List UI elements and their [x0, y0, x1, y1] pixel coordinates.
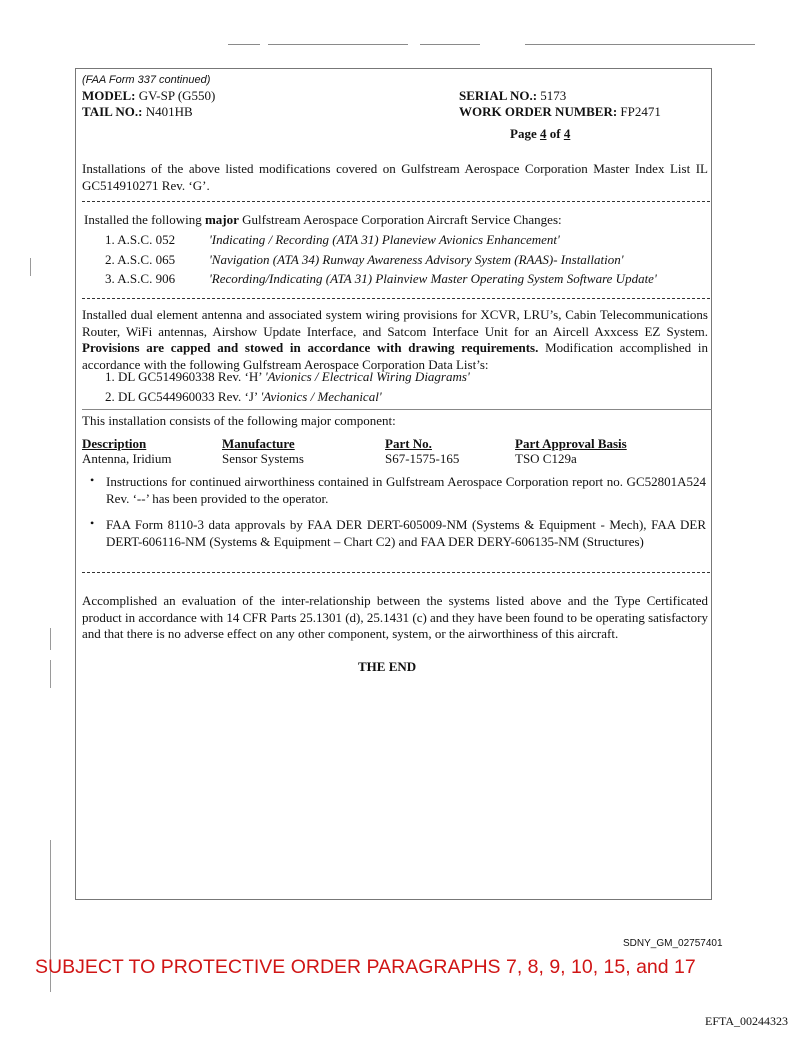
antenna-text: Installed dual element antenna and associated system wiring provisions for XCVR, LRU’s, Cabin Telecommunications Router, WiFi antennas, Airshow Update Interface, and Satcom Interface Unit for an Aircell Axxcess EZ System. — [82, 307, 708, 339]
table-cell-approval: TSO C129a — [515, 451, 577, 466]
bullet-item: FAA Form 8110-3 data approvals by FAA DER DERT-605009-NM (Systems & Equipment - Mech), FAA DER DERT-606116-NM (Systems & Equipment – Chart C2) and FAA DER DERY-606135-NM (Structures) — [106, 517, 706, 549]
data-list-title: 'Avionics / Mechanical' — [260, 389, 382, 404]
form-continued-label: (FAA Form 337 continued) — [82, 74, 211, 86]
evaluation-paragraph: Accomplished an evaluation of the inter-relationship between the systems listed above and the Type Certificated product in accordance with 14 CFR Parts 25.1301 (d), 25.1431 (c) and they have been found to be operating satisfactory and that there is no adverse effect on any other component, system, or the airworthiness of this aircraft. — [82, 593, 708, 641]
page-total: 4 — [563, 126, 571, 141]
the-end: THE END — [358, 659, 417, 674]
tail-label: TAIL NO.: — [82, 104, 143, 119]
data-list-number: 1. — [105, 369, 115, 384]
bullet-item: Instructions for continued airworthiness contained in Gulfstream Aerospace Corporation report no. GC52801A524 Rev. ‘--’ has been provided to the operator. — [106, 474, 706, 506]
asc-lead — [84, 212, 562, 228]
scan-top-line-1 — [228, 44, 260, 45]
separator — [82, 572, 710, 573]
asc-item — [105, 252, 175, 268]
asc-lead-pre: Installed the following — [84, 212, 202, 227]
data-list-ref: DL GC514960338 Rev. ‘H’ — [118, 369, 262, 384]
work-order-label: WORK ORDER NUMBER: — [459, 104, 618, 119]
antenna-paragraph: Installed dual element antenna and associated system wiring provisions for XCVR, LRU’s, Cabin Telecommunications Router, WiFi antennas, Airshow Update Interface, and Satcom Interface Unit for an Aircell Axxcess EZ System. Provisions are capped and stowed in accordance with drawing requirements. Modification accomplished in accordance with the following Gulfstream Aerospace Corporation Data List’s: — [82, 307, 708, 372]
asc-item-code: A.S.C. 906 — [117, 271, 176, 286]
scan-top-line-3 — [420, 44, 480, 45]
asc-item-title: 'Indicating / Recording (ATA 31) Planeview Avionics Enhancement' — [209, 232, 560, 247]
scan-left-mark — [30, 258, 31, 276]
data-list-ref: DL GC544960033 Rev. ‘J’ — [118, 389, 258, 404]
scan-left-mark — [50, 628, 51, 650]
intro-paragraph: Installations of the above listed modifications covered on Gulfstream Aerospace Corporation Master Index List IL GC514910271 Rev. ‘G’. — [82, 161, 708, 193]
asc-item-title: 'Recording/Indicating (ATA 31) Plainview Master Operating System Software Update' — [209, 271, 657, 286]
asc-lead-post: Gulfstream Aerospace Corporation Aircraft Service Changes: — [242, 212, 562, 227]
asc-item — [105, 232, 175, 248]
protective-order-notice: SUBJECT TO PROTECTIVE ORDER PARAGRAPHS 7, 8, 9, 10, 15, and 17 — [35, 956, 696, 978]
table-cell-description: Antenna, Iridium — [82, 451, 172, 466]
tail-line — [82, 104, 193, 120]
page-of: of — [549, 126, 561, 141]
scan-left-mark — [50, 660, 51, 688]
asc-item-code: A.S.C. 065 — [117, 252, 176, 267]
table-header-part-no: Part No. — [385, 436, 432, 451]
asc-item-title: 'Navigation (ATA 34) Runway Awareness Advisory System (RAAS)- Installation' — [209, 252, 624, 267]
scan-top-line-4 — [525, 44, 755, 45]
work-order-value: FP2471 — [620, 104, 661, 119]
page-word: Page — [510, 126, 537, 141]
antenna-text-bold: Provisions are capped and stowed in accordance with drawing requirements — [82, 340, 536, 355]
page-number: 4 — [539, 126, 547, 141]
bullet-dot: • — [90, 516, 95, 530]
serial-label: SERIAL NO.: — [459, 88, 538, 103]
asc-item-number: 2. — [105, 252, 115, 267]
asc-item-number: 1. — [105, 232, 115, 247]
table-header-manufacture: Manufacture — [222, 436, 295, 451]
work-order-line — [459, 104, 661, 120]
separator — [82, 409, 712, 410]
separator — [82, 201, 710, 202]
page-indicator — [510, 126, 570, 142]
scan-top-line-2 — [268, 44, 408, 45]
efta-number: EFTA_00244323 — [705, 1014, 789, 1028]
table-cell-manufacture: Sensor Systems — [222, 451, 304, 466]
asc-item-code: A.S.C. 052 — [117, 232, 176, 247]
tail-value: N401HB — [145, 104, 193, 119]
model-line — [82, 88, 215, 104]
asc-item — [105, 271, 175, 287]
serial-line — [459, 88, 566, 104]
table-cell-part-no: S67-1575-165 — [385, 451, 460, 466]
data-list-item — [105, 389, 382, 405]
table-header-description: Description — [82, 436, 147, 451]
model-label: MODEL: — [82, 88, 136, 103]
antenna-text-end: Modification accomplished in accordance with the following Gulfstream Aerospace Corporation Data List’s: — [82, 340, 708, 372]
data-list-number: 2. — [105, 389, 115, 404]
component-intro: This installation consists of the following major component: — [82, 413, 396, 428]
bates-number: SDNY_GM_02757401 — [623, 938, 723, 949]
model-value: GV-SP (G550) — [138, 88, 216, 103]
data-list-title: 'Avionics / Electrical Wiring Diagrams' — [264, 369, 470, 384]
table-header-approval: Part Approval Basis — [515, 436, 627, 451]
separator — [82, 298, 710, 299]
asc-item-number: 3. — [105, 271, 115, 286]
serial-value: 5173 — [540, 88, 567, 103]
data-list-item — [105, 369, 470, 385]
asc-lead-bold: major — [204, 212, 239, 227]
bullet-dot: • — [90, 473, 95, 487]
